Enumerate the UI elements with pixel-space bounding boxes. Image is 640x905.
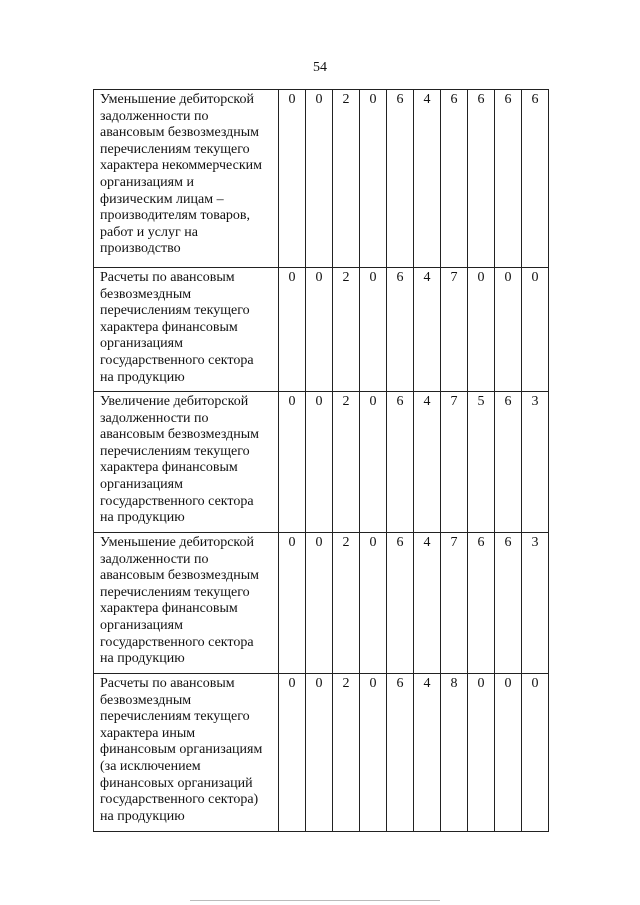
table-row [94,392,549,533]
row-description-cell [94,268,279,392]
page-bottom-edge [190,900,440,901]
code-digit: 0 [306,268,333,392]
code-digit: 7 [441,533,468,674]
code-digit: 0 [495,674,522,832]
code-digit: 6 [495,533,522,674]
code-digit: 4 [414,674,441,832]
code-digit: 6 [387,533,414,674]
code-digit: 0 [279,392,306,533]
code-digit: 0 [522,674,549,832]
code-digit: 0 [306,90,333,268]
code-digit: 8 [441,674,468,832]
code-digit: 6 [387,90,414,268]
table-row [94,268,549,392]
code-digit: 6 [522,90,549,268]
row-description-cell [94,392,279,533]
code-digit: 6 [387,268,414,392]
code-digit: 6 [495,90,522,268]
code-digit: 0 [360,674,387,832]
code-digit: 3 [522,533,549,674]
code-digit: 2 [333,674,360,832]
budget-code-table [93,89,549,832]
code-digit: 0 [360,392,387,533]
page-number: 54 [313,60,327,75]
row-description-cell [94,674,279,832]
code-digit: 7 [441,268,468,392]
code-digit: 0 [306,533,333,674]
row-description: Уменьшение дебиторской задолженности по авансовым безвозмездным перечислениям текущего характера финансовым организациям государственного сектора на продукцию [100,535,260,667]
code-digit: 0 [468,268,495,392]
code-digit: 4 [414,533,441,674]
code-digit: 6 [387,674,414,832]
code-digit: 0 [279,533,306,674]
code-digit: 0 [522,268,549,392]
code-digit: 0 [468,674,495,832]
row-description: Расчеты по авансовым безвозмездным перечислениям текущего характера финансовым организациям государственного сектора на продукцию [100,270,254,385]
code-digit: 6 [468,533,495,674]
code-digit: 7 [441,392,468,533]
table-row [94,90,549,268]
code-digit: 0 [279,268,306,392]
code-digit: 2 [333,90,360,268]
code-digit: 2 [333,392,360,533]
row-description-cell [94,90,279,268]
row-description: Уменьшение дебиторской задолженности по авансовым безвозмездным перечислениям текущего характера некоммерческим организациям и физическим лицам – производителям товаров, работ и услуг на производство [100,92,262,257]
row-description: Расчеты по авансовым безвозмездным перечислениям текущего характера иным финансовым организациям (за исключением финансовых организаций государственного сектора) на продукцию [100,676,263,824]
table-row [94,674,549,832]
code-digit: 4 [414,268,441,392]
code-digit: 4 [414,392,441,533]
row-description-cell [94,533,279,674]
code-digit: 0 [279,674,306,832]
code-digit: 6 [468,90,495,268]
code-digit: 0 [360,268,387,392]
code-digit: 0 [495,268,522,392]
code-digit: 3 [522,392,549,533]
code-digit: 2 [333,268,360,392]
code-digit: 4 [414,90,441,268]
code-digit: 6 [387,392,414,533]
code-digit: 0 [360,90,387,268]
code-digit: 6 [495,392,522,533]
code-digit: 6 [441,90,468,268]
code-digit: 0 [306,674,333,832]
table-row [94,533,549,674]
code-digit: 0 [279,90,306,268]
code-digit: 0 [306,392,333,533]
code-digit: 5 [468,392,495,533]
code-digit: 0 [360,533,387,674]
code-digit: 2 [333,533,360,674]
row-description: Увеличение дебиторской задолженности по авансовым безвозмездным перечислениям текущего характера финансовым организациям государственного сектора на продукцию [100,394,260,526]
